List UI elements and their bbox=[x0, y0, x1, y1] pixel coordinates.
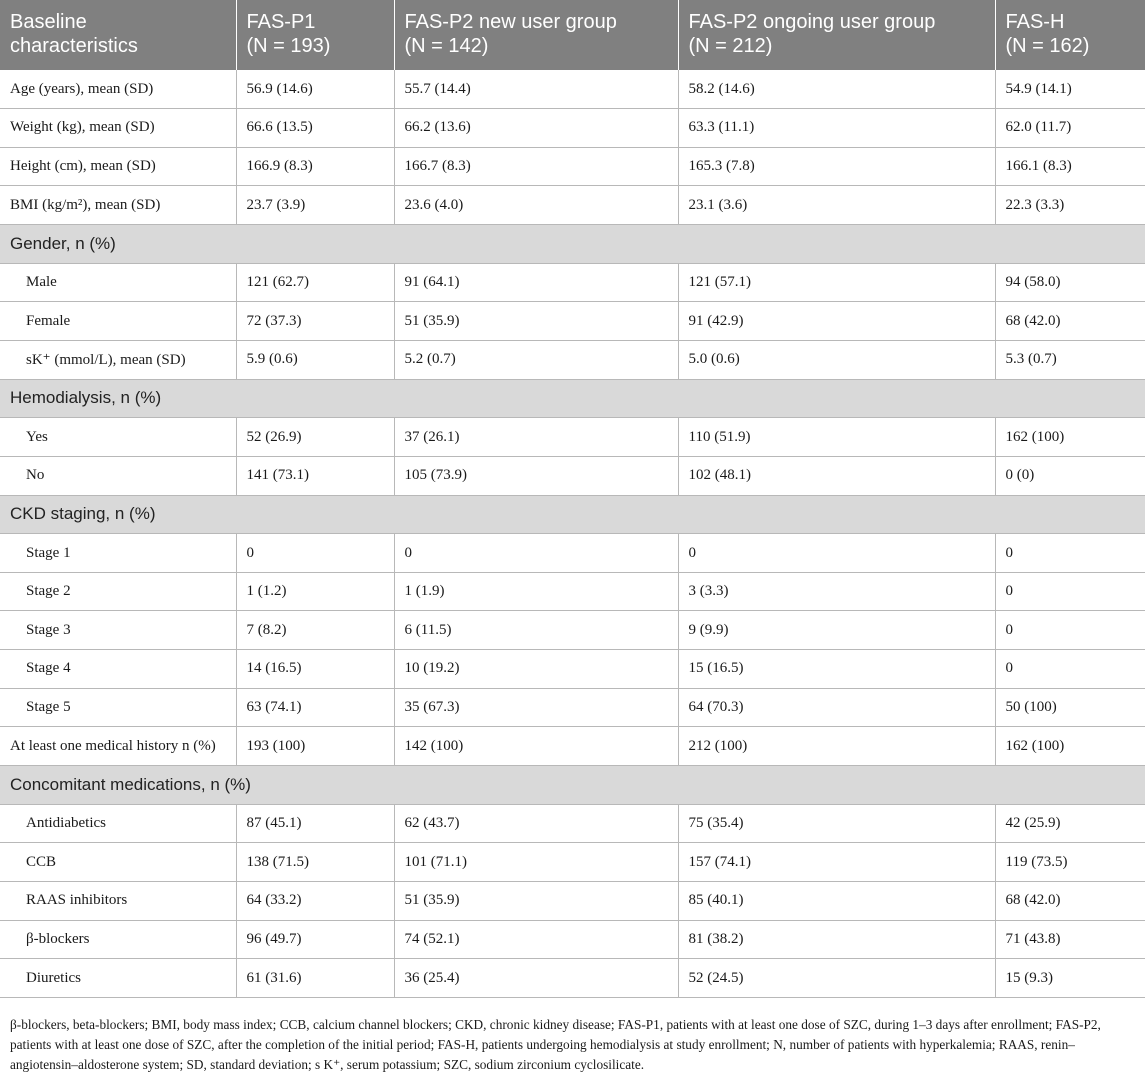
table-cell: 157 (74.1) bbox=[678, 843, 995, 882]
table-row bbox=[0, 688, 1145, 727]
table-cell: 63 (74.1) bbox=[236, 688, 394, 727]
table-cell: 0 bbox=[995, 534, 1145, 573]
table-cell: 51 (35.9) bbox=[394, 881, 678, 920]
table-cell: 0 bbox=[995, 572, 1145, 611]
table-cell: 91 (42.9) bbox=[678, 302, 995, 341]
table-cell: 102 (48.1) bbox=[678, 456, 995, 495]
row-label: Male bbox=[0, 263, 236, 302]
table-cell: 5.9 (0.6) bbox=[236, 340, 394, 379]
table-cell: 36 (25.4) bbox=[394, 959, 678, 998]
column-header-line: FAS-P2 new user group bbox=[404, 11, 617, 33]
table-cell: 101 (71.1) bbox=[394, 843, 678, 882]
row-label: Diuretics bbox=[0, 959, 236, 998]
row-label: Female bbox=[0, 302, 236, 341]
table-cell: 52 (24.5) bbox=[678, 959, 995, 998]
row-label: sK⁺ (mmol/L), mean (SD) bbox=[0, 340, 236, 379]
table-cell: 74 (52.1) bbox=[394, 920, 678, 959]
row-label: Stage 2 bbox=[0, 572, 236, 611]
header-row bbox=[0, 0, 1145, 70]
table-cell: 162 (100) bbox=[995, 727, 1145, 766]
table-cell: 162 (100) bbox=[995, 418, 1145, 457]
column-header-line: (N = 212) bbox=[688, 35, 773, 57]
table-cell: 72 (37.3) bbox=[236, 302, 394, 341]
table-cell: 64 (70.3) bbox=[678, 688, 995, 727]
table-cell: 166.1 (8.3) bbox=[995, 147, 1145, 186]
table-cell: 119 (73.5) bbox=[995, 843, 1145, 882]
table-body bbox=[0, 70, 1145, 997]
table-row bbox=[0, 534, 1145, 573]
table-row bbox=[0, 147, 1145, 186]
table-cell: 87 (45.1) bbox=[236, 804, 394, 843]
table-cell: 5.2 (0.7) bbox=[394, 340, 678, 379]
column-header-line: FAS-P1 bbox=[246, 11, 316, 33]
table-row bbox=[0, 843, 1145, 882]
table-cell: 0 bbox=[995, 611, 1145, 650]
table-cell: 42 (25.9) bbox=[995, 804, 1145, 843]
table-cell: 66.6 (13.5) bbox=[236, 109, 394, 148]
table-row bbox=[0, 70, 1145, 109]
table-row bbox=[0, 650, 1145, 689]
table-row bbox=[0, 109, 1145, 148]
table-cell: 165.3 (7.8) bbox=[678, 147, 995, 186]
table-cell: 62 (43.7) bbox=[394, 804, 678, 843]
column-header-4 bbox=[995, 0, 1145, 70]
table-cell: 7 (8.2) bbox=[236, 611, 394, 650]
section-label: Hemodialysis, n (%) bbox=[0, 379, 1145, 418]
table-cell: 62.0 (11.7) bbox=[995, 109, 1145, 148]
column-header-line: (N = 162) bbox=[1005, 35, 1090, 57]
table-cell: 141 (73.1) bbox=[236, 456, 394, 495]
column-header-3 bbox=[678, 0, 995, 70]
section-header-row bbox=[0, 766, 1145, 805]
table-cell: 138 (71.5) bbox=[236, 843, 394, 882]
table-cell: 63.3 (11.1) bbox=[678, 109, 995, 148]
table-cell: 0 bbox=[236, 534, 394, 573]
table-cell: 212 (100) bbox=[678, 727, 995, 766]
row-label: CCB bbox=[0, 843, 236, 882]
table-footnote: β-blockers, beta-blockers; BMI, body mass index; CCB, calcium channel blockers; CKD, chronic kidney disease; FAS-P1, patients with at least one dose of SZC, during 1–3 days after enrollment; FAS-P2, patients with at least one dose of SZC, after the completion of the initial period; FAS-H, patients undergoing hemodialysis at study enrollment; N, number of patients with hyperkalemia; RAAS, renin–angiotensin–aldosterone system; SD, standard deviation; s K⁺, serum potassium; SZC, sodium zirconium cyclosilicate. bbox=[10, 1017, 1101, 1072]
table-cell: 35 (67.3) bbox=[394, 688, 678, 727]
table-cell: 1 (1.2) bbox=[236, 572, 394, 611]
section-label: Gender, n (%) bbox=[0, 225, 1145, 264]
table-cell: 56.9 (14.6) bbox=[236, 70, 394, 109]
table-cell: 81 (38.2) bbox=[678, 920, 995, 959]
row-label: Stage 4 bbox=[0, 650, 236, 689]
section-header-row bbox=[0, 225, 1145, 264]
table-cell: 121 (62.7) bbox=[236, 263, 394, 302]
table-cell: 193 (100) bbox=[236, 727, 394, 766]
column-header-line: characteristics bbox=[10, 35, 138, 57]
column-header-line: (N = 142) bbox=[404, 35, 489, 57]
row-label: Stage 3 bbox=[0, 611, 236, 650]
table-cell: 166.7 (8.3) bbox=[394, 147, 678, 186]
column-header-line: FAS-P2 ongoing user group bbox=[688, 11, 936, 33]
table-cell: 9 (9.9) bbox=[678, 611, 995, 650]
table-cell: 66.2 (13.6) bbox=[394, 109, 678, 148]
column-header-line: (N = 193) bbox=[246, 35, 331, 57]
row-label: Antidiabetics bbox=[0, 804, 236, 843]
table-row bbox=[0, 340, 1145, 379]
table-cell: 91 (64.1) bbox=[394, 263, 678, 302]
table-row bbox=[0, 881, 1145, 920]
table-cell: 96 (49.7) bbox=[236, 920, 394, 959]
row-label: No bbox=[0, 456, 236, 495]
section-header-row bbox=[0, 379, 1145, 418]
row-label: Age (years), mean (SD) bbox=[0, 70, 236, 109]
table-cell: 10 (19.2) bbox=[394, 650, 678, 689]
table-row bbox=[0, 418, 1145, 457]
section-label: Concomitant medications, n (%) bbox=[0, 766, 1145, 805]
table-cell: 23.1 (3.6) bbox=[678, 186, 995, 225]
table-cell: 23.6 (4.0) bbox=[394, 186, 678, 225]
table-row bbox=[0, 572, 1145, 611]
table-row bbox=[0, 727, 1145, 766]
table-cell: 71 (43.8) bbox=[995, 920, 1145, 959]
table-cell: 51 (35.9) bbox=[394, 302, 678, 341]
table-cell: 0 bbox=[394, 534, 678, 573]
table-cell: 0 bbox=[678, 534, 995, 573]
row-label: Height (cm), mean (SD) bbox=[0, 147, 236, 186]
table-cell: 68 (42.0) bbox=[995, 881, 1145, 920]
table-row bbox=[0, 920, 1145, 959]
table-cell: 14 (16.5) bbox=[236, 650, 394, 689]
table-cell: 110 (51.9) bbox=[678, 418, 995, 457]
row-label: β-blockers bbox=[0, 920, 236, 959]
table-cell: 23.7 (3.9) bbox=[236, 186, 394, 225]
table-cell: 0 bbox=[995, 650, 1145, 689]
table-cell: 5.3 (0.7) bbox=[995, 340, 1145, 379]
table-cell: 68 (42.0) bbox=[995, 302, 1145, 341]
table-cell: 50 (100) bbox=[995, 688, 1145, 727]
table-header bbox=[0, 0, 1145, 70]
column-header-line: Baseline bbox=[10, 11, 87, 33]
table-cell: 166.9 (8.3) bbox=[236, 147, 394, 186]
table-cell: 121 (57.1) bbox=[678, 263, 995, 302]
table-cell: 0 (0) bbox=[995, 456, 1145, 495]
column-header-line: FAS-H bbox=[1005, 11, 1065, 33]
row-label: BMI (kg/m²), mean (SD) bbox=[0, 186, 236, 225]
row-label: Stage 1 bbox=[0, 534, 236, 573]
table-cell: 55.7 (14.4) bbox=[394, 70, 678, 109]
column-header-1 bbox=[236, 0, 394, 70]
table-cell: 6 (11.5) bbox=[394, 611, 678, 650]
row-label: At least one medical history n (%) bbox=[0, 727, 236, 766]
table-row bbox=[0, 611, 1145, 650]
row-label: Stage 5 bbox=[0, 688, 236, 727]
table-cell: 85 (40.1) bbox=[678, 881, 995, 920]
table-row bbox=[0, 186, 1145, 225]
table-row bbox=[0, 804, 1145, 843]
table-cell: 61 (31.6) bbox=[236, 959, 394, 998]
table-cell: 58.2 (14.6) bbox=[678, 70, 995, 109]
table-cell: 75 (35.4) bbox=[678, 804, 995, 843]
table-row bbox=[0, 302, 1145, 341]
table-cell: 1 (1.9) bbox=[394, 572, 678, 611]
table-cell: 142 (100) bbox=[394, 727, 678, 766]
row-label: Yes bbox=[0, 418, 236, 457]
section-header-row bbox=[0, 495, 1145, 534]
row-label: Weight (kg), mean (SD) bbox=[0, 109, 236, 148]
column-header-0 bbox=[0, 0, 236, 70]
table-cell: 94 (58.0) bbox=[995, 263, 1145, 302]
table-cell: 52 (26.9) bbox=[236, 418, 394, 457]
table-cell: 5.0 (0.6) bbox=[678, 340, 995, 379]
table-cell: 15 (16.5) bbox=[678, 650, 995, 689]
column-header-2 bbox=[394, 0, 678, 70]
table-cell: 15 (9.3) bbox=[995, 959, 1145, 998]
table-row bbox=[0, 959, 1145, 998]
row-label: RAAS inhibitors bbox=[0, 881, 236, 920]
table-row bbox=[0, 263, 1145, 302]
table-cell: 54.9 (14.1) bbox=[995, 70, 1145, 109]
table-cell: 64 (33.2) bbox=[236, 881, 394, 920]
table-cell: 22.3 (3.3) bbox=[995, 186, 1145, 225]
table-cell: 37 (26.1) bbox=[394, 418, 678, 457]
section-label: CKD staging, n (%) bbox=[0, 495, 1145, 534]
table-cell: 105 (73.9) bbox=[394, 456, 678, 495]
table-cell: 3 (3.3) bbox=[678, 572, 995, 611]
table-row bbox=[0, 456, 1145, 495]
